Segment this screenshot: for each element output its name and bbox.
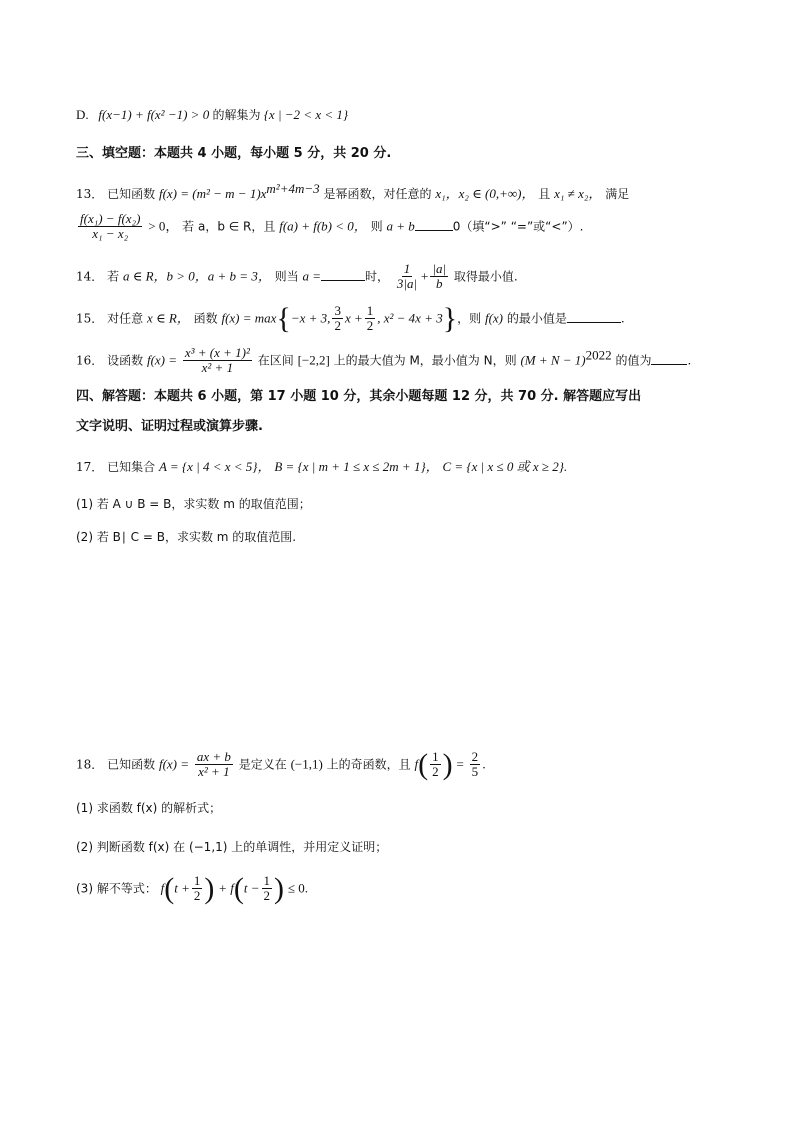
math-expression: x ∈ R， bbox=[146, 310, 190, 326]
math-expression: (M + N − 1) bbox=[520, 352, 586, 368]
text: 设函数 bbox=[107, 353, 144, 368]
fraction-denominator: b bbox=[435, 276, 443, 292]
fraction-denominator: 2 bbox=[263, 888, 271, 904]
left-paren: ( bbox=[164, 872, 175, 906]
answer-blank[interactable] bbox=[321, 268, 365, 281]
fraction-denominator: 5 bbox=[471, 764, 479, 780]
math-expression: a ∈ R，b > 0，a + b = 3， bbox=[122, 268, 271, 284]
math-expression: f(x) = max bbox=[221, 310, 277, 326]
text: 取得最小值. bbox=[453, 269, 518, 284]
fraction-numerator: f(x₁) − f(x₂) bbox=[80, 211, 141, 226]
math-expression: t + bbox=[174, 880, 190, 896]
math-expression: f(x) = bbox=[158, 756, 190, 772]
text: 对任意 bbox=[107, 311, 144, 326]
math-expression: , x² − 4x + 3 bbox=[377, 310, 443, 326]
fraction-denominator: x² + 1 bbox=[198, 764, 230, 780]
text: 0（填“>” “=”或“<”）. bbox=[452, 219, 584, 234]
math-interval: [−2,2] bbox=[297, 352, 330, 368]
math-expression: a + b bbox=[386, 218, 415, 234]
fraction-denominator: x² + 1 bbox=[201, 360, 234, 376]
right-paren: ) bbox=[442, 748, 453, 782]
question-number: 13． bbox=[76, 187, 104, 201]
fraction-numerator: x³ + (x + 1)² bbox=[184, 345, 250, 360]
text: 满足 bbox=[605, 187, 630, 201]
question-17-part-1: (1) 若 A ∪ B = B，求实数 m 的取值范围； bbox=[76, 497, 311, 511]
question-number: 16． bbox=[76, 353, 104, 368]
right-paren: ) bbox=[274, 872, 285, 906]
question-18-part-2: (2) 判断函数 f(x) 在 (−1,1) 上的单调性，并用定义证明； bbox=[76, 840, 388, 854]
fraction bbox=[78, 212, 142, 242]
question-18-part-1: (1) 求函数 f(x) 的解析式； bbox=[76, 801, 222, 815]
fraction-denominator: 2 bbox=[366, 318, 374, 334]
math-expression: x₁，x₂ ∈ (0,+∞)， bbox=[435, 186, 535, 201]
right-paren: ) bbox=[204, 872, 215, 906]
math-expression: + f bbox=[218, 880, 234, 896]
text: 是定义在 bbox=[238, 757, 287, 772]
fraction-numerator: 1 bbox=[193, 873, 201, 888]
question-number: 17． bbox=[76, 460, 104, 474]
text: 已知集合 bbox=[107, 460, 156, 474]
text: (3) 解不等式： bbox=[76, 881, 157, 896]
math-expression: f(x) = (m² − m − 1)x bbox=[158, 186, 267, 201]
section-heading-cont: 文字说明、证明过程或演算步骤. bbox=[76, 419, 263, 434]
question-18 bbox=[76, 750, 734, 780]
text: 上的奇函数，且 bbox=[326, 757, 411, 772]
fraction bbox=[430, 750, 441, 780]
section-heading: 四、解答题：本题共 6 小题，第 17 小题 10 分，其余小题每题 12 分，共 70 分. 解答题应写出 bbox=[76, 389, 642, 404]
right-brace: } bbox=[442, 302, 458, 336]
left-paren: ( bbox=[233, 872, 244, 906]
fraction bbox=[262, 874, 273, 904]
question-number: 18． bbox=[76, 757, 104, 772]
question-number: 14． bbox=[76, 269, 104, 284]
text: 是幂函数，对任意的 bbox=[323, 187, 432, 201]
math-expression: f(a) + f(b) < 0， bbox=[279, 218, 367, 234]
fraction bbox=[470, 750, 481, 780]
fraction-denominator: 2 bbox=[334, 318, 341, 334]
fraction-denominator: x₁ − x₂ bbox=[92, 226, 129, 242]
text: 的值为 bbox=[615, 353, 652, 368]
fraction-numerator: 1 bbox=[366, 303, 374, 318]
question-13-line-2 bbox=[76, 212, 734, 242]
fraction-numerator: 1 bbox=[432, 749, 439, 764]
math-expression: x + bbox=[344, 310, 363, 326]
math-expression: ≤ 0. bbox=[287, 880, 308, 896]
fraction bbox=[192, 874, 203, 904]
text: ，则 bbox=[457, 311, 482, 326]
math-expression: −x + 3, bbox=[290, 310, 331, 326]
punctuation: . bbox=[620, 311, 625, 326]
question-14 bbox=[76, 262, 734, 292]
math-expression: f(x) = bbox=[146, 352, 178, 368]
answer-blank[interactable] bbox=[567, 310, 621, 323]
math-interval: (−1,1) bbox=[290, 756, 323, 772]
text: 在区间 bbox=[257, 353, 294, 368]
fraction-numerator: 2 bbox=[471, 749, 479, 764]
text: 的解集为 bbox=[212, 108, 261, 122]
left-paren: ( bbox=[418, 748, 429, 782]
left-brace: { bbox=[276, 302, 291, 336]
punctuation: . bbox=[687, 353, 692, 368]
fraction-numerator: |a| bbox=[432, 261, 447, 276]
fraction bbox=[395, 262, 419, 292]
fraction bbox=[195, 750, 233, 780]
fraction bbox=[332, 304, 343, 334]
question-18-part-3 bbox=[76, 874, 734, 904]
question-17 bbox=[76, 458, 734, 476]
text: 已知函数 bbox=[107, 187, 156, 201]
fraction bbox=[430, 262, 448, 292]
question-17-part-2: (2) 若 B∣ C = B，求实数 m 的取值范围. bbox=[76, 530, 297, 544]
math-exponent: 2022 bbox=[585, 347, 612, 363]
text: 若 a，b ∈ R，且 bbox=[182, 219, 276, 234]
math-exponent: m²+4m−3 bbox=[266, 181, 320, 196]
question-13-line-1 bbox=[76, 180, 734, 203]
text: 则当 bbox=[274, 269, 299, 284]
math-expression: x₁ ≠ x₂， bbox=[554, 186, 602, 201]
option-label: D. bbox=[76, 107, 89, 122]
fraction-numerator: 3 bbox=[334, 303, 341, 318]
punctuation: . bbox=[482, 757, 486, 772]
text: 若 bbox=[107, 269, 120, 284]
math-expression: > 0， bbox=[148, 218, 179, 234]
math-set: A = {x | 4 < x < 5}， bbox=[158, 459, 271, 474]
math-expression: a = bbox=[302, 268, 322, 284]
text: 时， bbox=[365, 269, 390, 284]
text: 且 bbox=[538, 187, 551, 201]
math-set: C = {x | x ≤ 0 或 x ≥ 2}. bbox=[442, 459, 568, 474]
fraction-numerator: 1 bbox=[403, 261, 411, 276]
option-d bbox=[76, 106, 734, 124]
question-15 bbox=[76, 304, 734, 334]
text: 函数 bbox=[193, 311, 218, 326]
math-expression: f(x) bbox=[484, 310, 504, 326]
answer-blank[interactable] bbox=[415, 218, 453, 231]
question-number: 15． bbox=[76, 311, 104, 326]
fraction-denominator: 2 bbox=[193, 888, 201, 904]
section-heading: 三、填空题：本题共 4 小题，每小题 5 分，共 20 分. bbox=[76, 146, 392, 161]
fraction bbox=[183, 346, 252, 376]
fraction-numerator: ax + b bbox=[196, 749, 231, 764]
math-expression: t − bbox=[243, 880, 260, 896]
text: 的最小值是 bbox=[506, 311, 567, 326]
math-set: B = {x | m + 1 ≤ x ≤ 2m + 1}， bbox=[274, 459, 439, 474]
math-expression: f bbox=[160, 880, 165, 896]
answer-blank[interactable] bbox=[651, 352, 687, 365]
question-16 bbox=[76, 346, 734, 376]
text: 则 bbox=[370, 219, 383, 234]
math-expression: f(x−1) + f(x² −1) > 0 bbox=[98, 107, 210, 122]
fraction-numerator: 1 bbox=[263, 873, 271, 888]
equals-sign: = bbox=[456, 756, 464, 772]
text: 上的最大值为 M，最小值为 N，则 bbox=[333, 353, 517, 368]
math-expression: f bbox=[414, 756, 419, 772]
math-set: {x | −2 < x < 1} bbox=[263, 107, 349, 122]
plus-sign: + bbox=[421, 268, 429, 284]
fraction-denominator: 2 bbox=[432, 764, 439, 780]
fraction-denominator: 3|a| bbox=[396, 276, 418, 292]
fraction bbox=[365, 304, 376, 334]
text: 已知函数 bbox=[107, 757, 156, 772]
